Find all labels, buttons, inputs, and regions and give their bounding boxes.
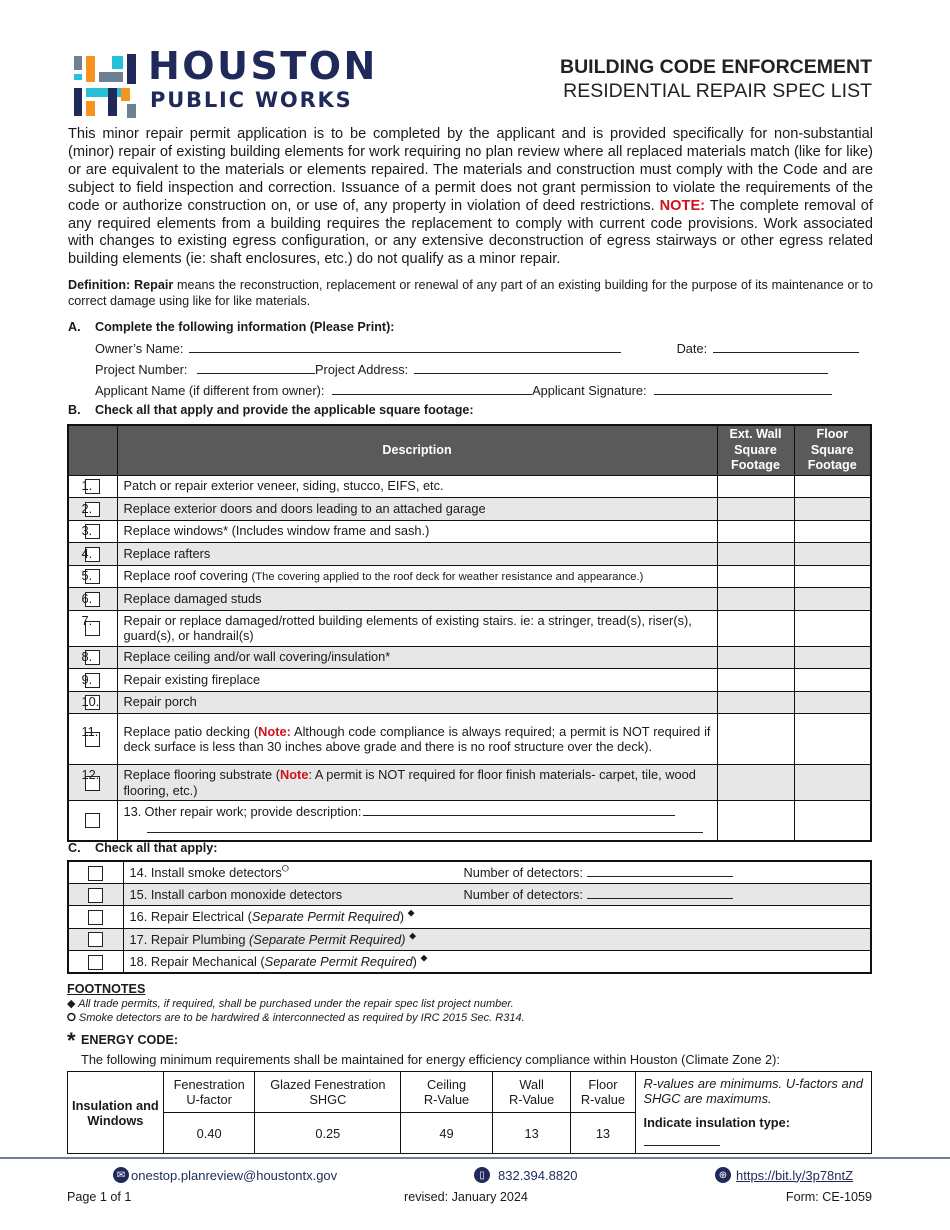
note-label: NOTE: bbox=[659, 197, 706, 214]
energy-code-description: The following minimum requirements shall be maintained for energy efficiency compliance within Houston (Climate Zone 2): bbox=[81, 1052, 780, 1067]
item-18-description: 18. Repair Mechanical (Separate Permit Required) ◆ bbox=[123, 951, 871, 973]
shgc-value: 0.25 bbox=[255, 1113, 401, 1154]
ceiling-r-value: 49 bbox=[401, 1113, 493, 1154]
section-letter: B. bbox=[68, 403, 81, 417]
date-label: Date: bbox=[676, 341, 708, 356]
applicant-row bbox=[95, 383, 832, 398]
item-12-floor-sqft[interactable] bbox=[794, 765, 871, 801]
repair-items-table bbox=[67, 424, 872, 842]
item-3-description: 3. Replace windows* (Includes window frame and sash.) bbox=[117, 520, 717, 543]
item-2-ext-wall-sqft[interactable] bbox=[717, 498, 794, 521]
ceiling-r-value-header: Ceiling R-Value bbox=[401, 1072, 493, 1113]
item-16-checkbox[interactable] bbox=[88, 910, 103, 925]
item-15-checkbox[interactable] bbox=[88, 888, 103, 903]
detectors-trades-table bbox=[67, 860, 872, 974]
item-14-checkbox[interactable] bbox=[88, 866, 103, 881]
wall-r-value: 13 bbox=[492, 1113, 570, 1154]
diamond-icon: ◆ bbox=[67, 998, 76, 1010]
item-10-floor-sqft[interactable] bbox=[794, 691, 871, 714]
item-7-ext-wall-sqft[interactable] bbox=[717, 610, 794, 646]
intro-text: This minor repair permit application is to be completed by the applicant and is provided specifically for non-substantial (minor) repair of existing building elements for work requiring no plan review where all replaced materials match (like for like) or are equivalent to the materials or elements repaired. The materials and construction must comply with the Code and are subject to field inspection and correction. Issuance of a permit does not grant permission to violate the requirements of the code or authorize construction on, or use of, any property in violation of deed restrictions. bbox=[68, 126, 873, 214]
footnotes-title: FOOTNOTES bbox=[67, 982, 146, 996]
table-row bbox=[68, 543, 871, 566]
item-13-description: 13. Other repair work; provide description: bbox=[117, 801, 717, 841]
table-row bbox=[68, 861, 871, 883]
energy-code-title: ENERGY CODE: bbox=[81, 1033, 179, 1047]
section-heading-text: Complete the following information (Please Print): bbox=[95, 320, 395, 334]
table-header-row bbox=[68, 1072, 872, 1113]
table-row bbox=[68, 906, 871, 928]
table-row bbox=[68, 801, 871, 841]
diamond-mark-icon: ◆ bbox=[407, 908, 415, 919]
table-row bbox=[68, 610, 871, 646]
glazed-fenestration-shgc-header: Glazed Fenestration SHGC bbox=[255, 1072, 401, 1113]
table-row bbox=[68, 951, 871, 973]
item-2-floor-sqft[interactable] bbox=[794, 498, 871, 521]
item-9-description: 9. Repair existing fireplace bbox=[117, 669, 717, 692]
energy-requirements-table bbox=[67, 1071, 872, 1154]
footer-divider bbox=[0, 1157, 950, 1159]
description-column-header: Description bbox=[117, 425, 717, 475]
diamond-mark-icon: ◆ bbox=[409, 930, 416, 941]
intro-note-text: The complete removal of any required elements from a building requires the replacement to comply with current code provisions. Work associated with changes to existing egress configuration, or any extensive deconstruction of egress stairways or other egress related building elements (ie: shaft enclosures, etc.) do not qualify as a minor repair. bbox=[68, 197, 873, 268]
project-row bbox=[95, 362, 828, 377]
table-row bbox=[68, 520, 871, 543]
intro-paragraph bbox=[68, 126, 873, 269]
item-1-ext-wall-sqft[interactable] bbox=[717, 475, 794, 498]
item-6-description: 6. Replace damaged studs bbox=[117, 588, 717, 611]
energy-note bbox=[635, 1072, 871, 1154]
detector-count-label: Number of detectors: bbox=[463, 865, 583, 880]
phone-icon: ▯ bbox=[474, 1167, 490, 1183]
item-5-description: 5. Replace roof covering (The covering applied to the roof deck for weather resistance and appearance.) bbox=[117, 565, 717, 588]
item-14-description: 14. Install smoke detectors⭘ Number of detectors: bbox=[123, 861, 871, 883]
owner-date-row bbox=[95, 341, 859, 356]
logo-mark-icon bbox=[72, 52, 136, 116]
logo-houston: HOUSTON bbox=[148, 44, 378, 88]
applicant-name-field[interactable] bbox=[332, 383, 532, 395]
item-11-ext-wall-sqft[interactable] bbox=[717, 714, 794, 765]
item-12-description: 12. Replace flooring substrate (Note: A permit is NOT required for floor finish materials- carpet, tile, wood flooring, etc.) bbox=[117, 765, 717, 801]
date-field[interactable] bbox=[713, 341, 859, 353]
owner-name-field[interactable] bbox=[189, 341, 621, 353]
item-5-floor-sqft[interactable] bbox=[794, 565, 871, 588]
title-line-2: RESIDENTIAL REPAIR SPEC LIST bbox=[563, 80, 872, 102]
email-link[interactable]: onestop.planreview@houstontx.gov bbox=[131, 1167, 338, 1183]
footer-website[interactable] bbox=[715, 1167, 853, 1183]
item-2-description: 2. Replace exterior doors and doors leading to an attached garage bbox=[117, 498, 717, 521]
table-row bbox=[68, 928, 871, 950]
footnote-trade-permits: ◆ All trade permits, if required, shall be purchased under the repair spec list project number. bbox=[67, 998, 514, 1010]
project-number-field[interactable] bbox=[197, 362, 315, 374]
table-row bbox=[68, 883, 871, 905]
section-a-heading bbox=[68, 320, 394, 334]
applicant-signature-field[interactable] bbox=[654, 383, 832, 395]
website-link[interactable]: https://bit.ly/3p78ntZ bbox=[736, 1167, 854, 1183]
item-13-checkbox[interactable] bbox=[85, 813, 100, 828]
other-repair-description-field-line2[interactable] bbox=[147, 821, 703, 833]
item-7-floor-sqft[interactable] bbox=[794, 610, 871, 646]
table-row bbox=[68, 565, 871, 588]
table-row bbox=[68, 714, 871, 765]
co-detector-count-field[interactable] bbox=[587, 887, 733, 899]
envelope-icon: ✉ bbox=[113, 1167, 129, 1183]
project-address-field[interactable] bbox=[414, 362, 828, 374]
detector-count-label: Number of detectors: bbox=[463, 886, 583, 902]
floor-r-value-header: Floor R-value bbox=[571, 1072, 635, 1113]
revised-date: revised: January 2024 bbox=[404, 1190, 528, 1204]
section-letter: A. bbox=[68, 320, 81, 334]
logo-public-works: PUBLIC WORKS bbox=[150, 88, 353, 112]
diamond-mark-icon: ◆ bbox=[420, 952, 428, 963]
smoke-detector-count-field[interactable] bbox=[587, 865, 733, 877]
table-row bbox=[68, 588, 871, 611]
globe-icon: ⊕ bbox=[715, 1167, 731, 1183]
applicant-signature-label: Applicant Signature: bbox=[532, 383, 647, 398]
definition-label: Definition: Repair bbox=[68, 278, 174, 292]
table-row bbox=[68, 498, 871, 521]
table-row bbox=[68, 765, 871, 801]
other-repair-description-field[interactable] bbox=[363, 804, 675, 816]
item-3-ext-wall-sqft[interactable] bbox=[717, 520, 794, 543]
item-11-description: 11. Replace patio decking (Note: Although code compliance is always required; a permit is NOT required if deck surface is less than 30 inches above grade and there is no roof structure over the deck). bbox=[117, 714, 717, 765]
item-13-floor-sqft[interactable] bbox=[794, 801, 871, 841]
houston-public-works-logo bbox=[72, 44, 392, 118]
r-value-note: R-values are minimums. U-factors and SHGC are maximums. bbox=[643, 1076, 863, 1106]
insulation-windows-label: Insulation and Windows bbox=[68, 1072, 164, 1154]
item-11-floor-sqft[interactable] bbox=[794, 714, 871, 765]
circle-icon: ⭘ bbox=[67, 1012, 76, 1024]
definition-paragraph bbox=[68, 277, 873, 309]
item-17-checkbox[interactable] bbox=[88, 932, 103, 947]
form-number: Form: CE-1059 bbox=[785, 1190, 872, 1204]
item-17-description: 17. Repair Plumbing (Separate Permit Required) ◆ bbox=[123, 928, 871, 950]
item-18-checkbox[interactable] bbox=[88, 955, 103, 970]
circle-mark-icon: ⭘ bbox=[281, 863, 289, 874]
table-row bbox=[68, 669, 871, 692]
floor-column-header: Floor Square Footage bbox=[794, 425, 871, 475]
item-8-floor-sqft[interactable] bbox=[794, 646, 871, 669]
table-row bbox=[68, 475, 871, 498]
footnotes bbox=[67, 982, 525, 1025]
section-letter: C. bbox=[68, 841, 81, 855]
insulation-type-field[interactable] bbox=[644, 1134, 720, 1146]
section-heading-text: Check all that apply: bbox=[95, 841, 218, 855]
item-16-description: 16. Repair Electrical (Separate Permit Required) ◆ bbox=[123, 906, 871, 928]
document-title bbox=[560, 56, 872, 103]
title-line-1: BUILDING CODE ENFORCEMENT bbox=[560, 56, 872, 78]
item-8-description: 8. Replace ceiling and/or wall covering/insulation* bbox=[117, 646, 717, 669]
item-9-ext-wall-sqft[interactable] bbox=[717, 669, 794, 692]
item-10-ext-wall-sqft[interactable] bbox=[717, 691, 794, 714]
table-row bbox=[68, 646, 871, 669]
item-13-ext-wall-sqft[interactable] bbox=[717, 801, 794, 841]
footer-phone[interactable] bbox=[474, 1167, 578, 1183]
item-9-floor-sqft[interactable] bbox=[794, 669, 871, 692]
section-b-heading bbox=[68, 403, 474, 417]
item-10-description: 10. Repair porch bbox=[117, 691, 717, 714]
u-factor-value: 0.40 bbox=[163, 1113, 255, 1154]
page-header bbox=[72, 44, 872, 120]
table-row bbox=[68, 691, 871, 714]
item-5-ext-wall-sqft[interactable] bbox=[717, 565, 794, 588]
owner-name-label: Owner’s Name: bbox=[95, 341, 184, 356]
insulation-type-label: Indicate insulation type: bbox=[643, 1115, 791, 1130]
checkbox-column-header bbox=[68, 425, 117, 475]
ext-wall-column-header: Ext. Wall Square Footage bbox=[717, 425, 794, 475]
table-header-row bbox=[68, 425, 871, 475]
item-4-ext-wall-sqft[interactable] bbox=[717, 543, 794, 566]
item-8-ext-wall-sqft[interactable] bbox=[717, 646, 794, 669]
definition-text: means the reconstruction, replacement or renewal of any part of an existing building for the purpose of its maintenance or to correct damage using like for like materials. bbox=[68, 278, 874, 308]
item-1-floor-sqft[interactable] bbox=[794, 475, 871, 498]
page-number: Page 1 of 1 bbox=[67, 1190, 132, 1204]
item-7-description: 7. Repair or replace damaged/rotted building elements of existing stairs. ie: a stringer, tread(s), riser(s), guard(s), or handrail(s) bbox=[117, 610, 717, 646]
item-12-ext-wall-sqft[interactable] bbox=[717, 765, 794, 801]
footer-email[interactable] bbox=[113, 1167, 337, 1183]
fenestration-u-factor-header: Fenestration U-factor bbox=[163, 1072, 255, 1113]
section-heading-text: Check all that apply and provide the applicable square footage: bbox=[95, 403, 474, 417]
footnote-smoke-detectors: ⭘ Smoke detectors are to be hardwired & interconnected as required by IRC 2015 Sec. R314. bbox=[67, 1012, 525, 1024]
item-6-floor-sqft[interactable] bbox=[794, 588, 871, 611]
item-1-description: 1. Patch or repair exterior veneer, siding, stucco, EIFS, etc. bbox=[117, 475, 717, 498]
applicant-name-label: Applicant Name (if different from owner): bbox=[95, 383, 325, 398]
item-4-description: 4. Replace rafters bbox=[117, 543, 717, 566]
item-4-floor-sqft[interactable] bbox=[794, 543, 871, 566]
phone-number[interactable]: 832.394.8820 bbox=[498, 1167, 578, 1183]
section-c-heading bbox=[68, 841, 217, 855]
item-3-floor-sqft[interactable] bbox=[794, 520, 871, 543]
item-15-description: 15. Install carbon monoxide detectors Number of detectors: bbox=[123, 883, 871, 905]
asterisk-icon: * bbox=[67, 1028, 76, 1053]
wall-r-value-header: Wall R-Value bbox=[492, 1072, 570, 1113]
project-address-label: Project Address: bbox=[315, 362, 409, 377]
floor-r-value: 13 bbox=[571, 1113, 635, 1154]
project-number-label: Project Number: bbox=[95, 362, 188, 377]
item-6-ext-wall-sqft[interactable] bbox=[717, 588, 794, 611]
